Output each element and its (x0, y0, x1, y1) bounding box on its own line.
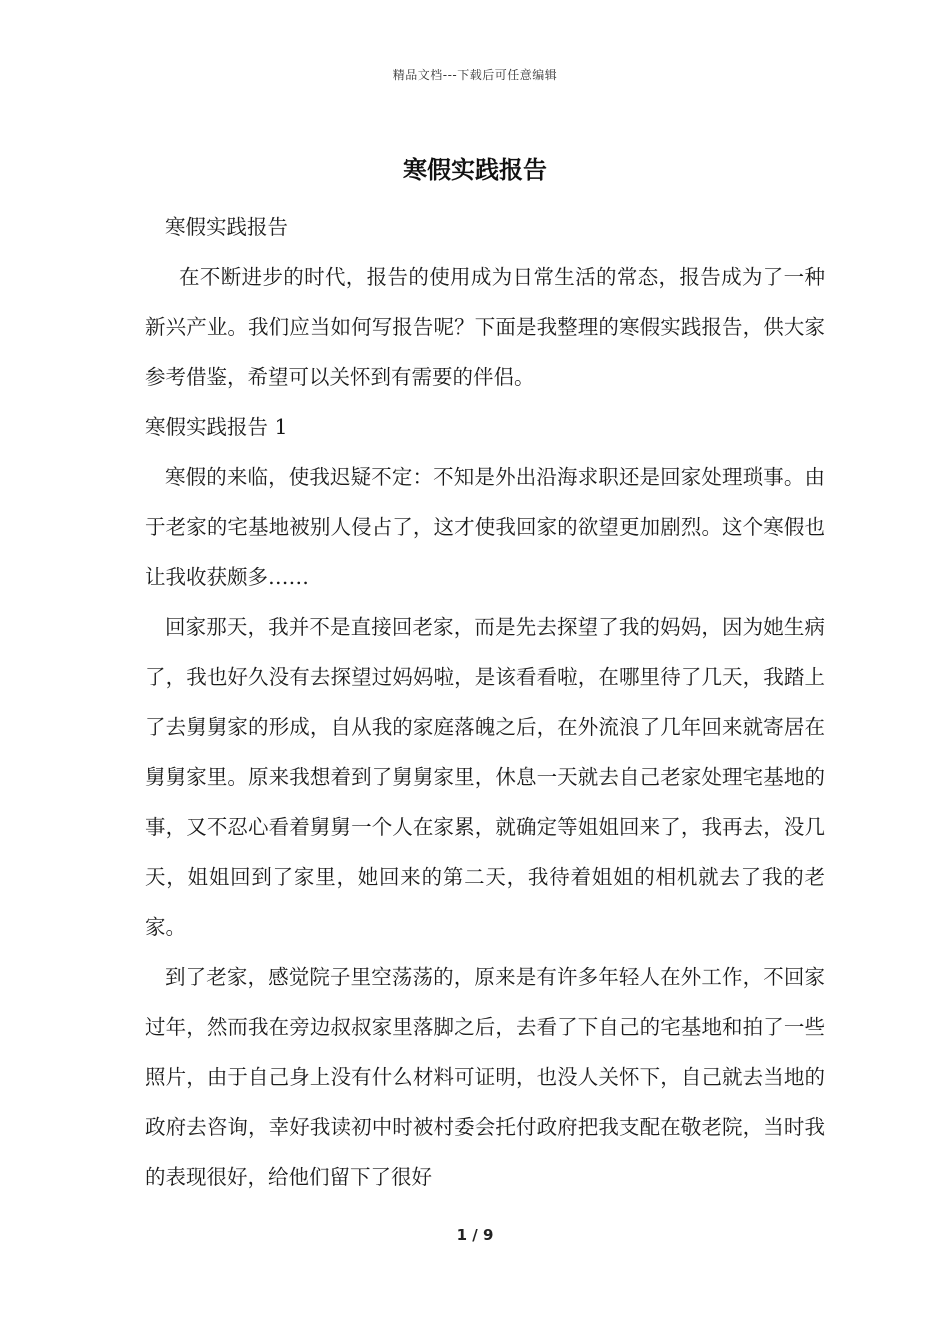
document-title: 寒假实践报告 (403, 155, 547, 184)
document-body (145, 202, 825, 1202)
section-heading: 寒假实践报告 1 (145, 415, 288, 439)
page-header: 精品文档---下载后可任意编辑 (392, 68, 558, 82)
page-number: 1 / 9 (456, 1226, 494, 1244)
body-paragraph: 寒假的来临，使我迟疑不定：不知是外出沿海求职还是回家处理琐事。由于老家的宅基地被别人侵占了，这才使我回家的欲望更加剧烈。这个寒假也让我收获颇多…… (145, 465, 825, 589)
subtitle-paragraph: 寒假实践报告 (165, 215, 288, 239)
body-paragraph: 回家那天，我并不是直接回老家，而是先去探望了我的妈妈，因为她生病了，我也好久没有去探望过妈妈啦，是该看看啦，在哪里待了几天，我踏上了去舅舅家的形成，自从我的家庭落魄之后，在外流浪了几年回来就寄居在舅舅家里。原来我想着到了舅舅家里，休息一天就去自己老家处理宅基地的事，又不忍心看着舅舅一个人在家累，就确定等姐姐回来了，我再去，没几天，姐姐回到了家里，她回来的第二天，我待着姐姐的相机就去了我的老家。 (145, 615, 825, 939)
body-paragraph: 到了老家，感觉院子里空荡荡的，原来是有许多年轻人在外工作，不回家过年，然而我在旁边叔叔家里落脚之后，去看了下自己的宅基地和拍了一些照片，由于自己身上没有什么材料可证明，也没人关怀下，自己就去当地的政府去咨询，幸好我读初中时被村委会托付政府把我支配在敬老院，当时我的表现很好，给他们留下了很好 (145, 965, 825, 1189)
intro-paragraph: 在不断进步的时代，报告的使用成为日常生活的常态，报告成为了一种新兴产业。我们应当如何写报告呢？下面是我整理的寒假实践报告，供大家参考借鉴，希望可以关怀到有需要的伴侣。 (145, 265, 825, 389)
